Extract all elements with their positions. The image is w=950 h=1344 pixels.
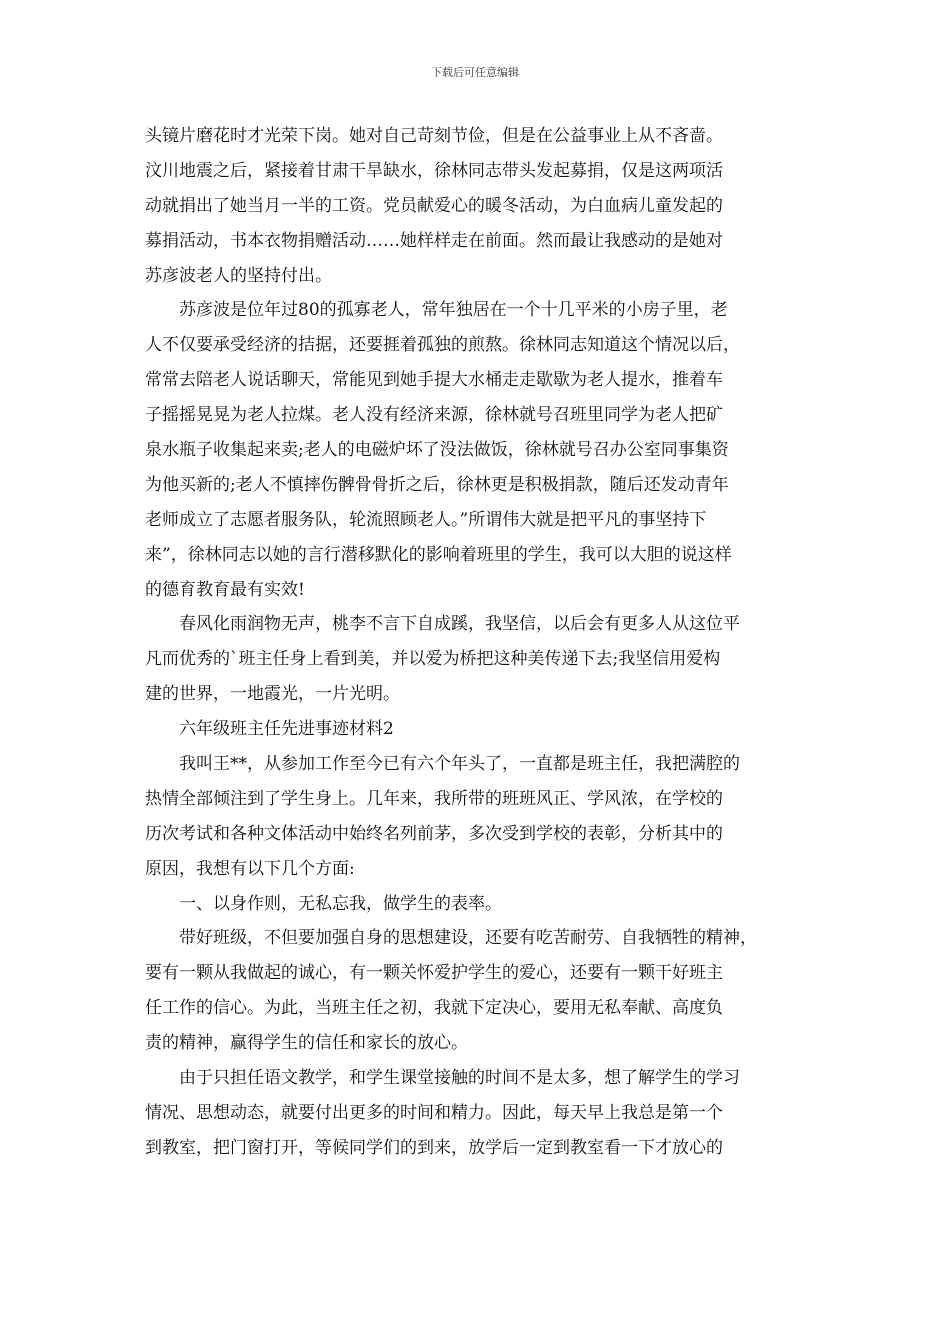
text-line: 责的精神，赢得学生的信任和家长的放心。 (145, 1033, 468, 1054)
text-line: 一、以身作则，无私忘我，做学生的表率。 (179, 893, 502, 914)
text-line: 为他买新的;老人不慎摔伤髀骨骨折之后，徐林更是积极捐款，随后还发动青年 (145, 474, 729, 495)
text-line: 泉水瓶子收集起来卖;老人的电磁炉坏了没法做饭，徐林就号召办公室同事集资 (145, 440, 729, 461)
body-text (145, 119, 807, 1166)
text-line: 头镜片磨花时才光荣下岗。她对自己苛刻节俭，但是在公益事业上从不吝啬。 (145, 126, 723, 146)
text-line: 六年级班主任先进事迹材料2 (179, 719, 394, 740)
text-line: 热情全部倾注到了学生身上。几年来，我所带的班班风正、学风浓，在学校的 (145, 788, 723, 809)
text-line: 由于只担任语文教学，和学生课堂接触的时间不是太多，想了解学生的学习 (179, 1068, 740, 1089)
text-line: 动就捐出了她当月一半的工资。党员献爱心的暖冬活动，为白血病儿童发起的 (145, 195, 723, 216)
text-line: 我叫王**，从参加工作至今已有六个年头了，一直都是班主任，我把满腔的 (179, 754, 740, 775)
text-line: 募捐活动，书本衣物捐赠活动……她样样走在前面。然而最让我感动的是她对 (145, 230, 723, 251)
text-line: 常常去陪老人说话聊天，常能见到她手提大水桶走走歇歇为老人提水，推着车 (145, 370, 723, 391)
text-line: 苏彦波老人的坚持付出。 (145, 265, 332, 286)
text-line: 老师成立了志愿者服务队，轮流照顾老人。”所谓伟大就是把平凡的事坚持下 (145, 509, 707, 530)
text-line: 到教室，把门窗打开，等候同学们的到来，放学后一定到教室看一下才放心的 (145, 1137, 723, 1158)
text-line: 原因，我想有以下几个方面: (145, 858, 355, 879)
text-line: 任工作的信心。为此，当班主任之初，我就下定决心，要用无私奉献、高度负 (145, 998, 723, 1019)
text-line: 历次考试和各种文体活动中始终名列前茅，多次受到学校的表彰，分析其中的 (145, 823, 723, 844)
text-line: 带好班级，不但要加强自身的思想建设，还要有吃苦耐劳、自我牺牲的精神， (179, 928, 757, 949)
text-line: 汶川地震之后，紧接着甘肃干旱缺水，徐林同志带头发起募捐，仅是这两项活 (145, 160, 723, 181)
text-line: 建的世界，一地霞光，一片光明。 (145, 684, 400, 705)
text-line: 来”，徐林同志以她的言行潜移默化的影响着班里的学生，我可以大胆的说这样 (145, 544, 732, 565)
text-line: 的德育教育最有实效! (145, 579, 305, 600)
text-line: 情况、思想动态，就要付出更多的时间和精力。因此，每天早上我总是第一个 (145, 1102, 723, 1123)
text-line: 子摇摇晃晃为老人拉煤。老人没有经济来源，徐林就号召班里同学为老人把矿 (145, 405, 723, 426)
text-line: 春风化雨润物无声，桃李不言下自成蹊，我坚信，以后会有更多人从这位平 (179, 614, 740, 635)
text-line: 凡而优秀的`班主任身上看到美，并以爱为桥把这种美传递下去;我坚信用爱构 (145, 649, 721, 670)
header-note: 下载后可任意编辑 (431, 66, 519, 79)
text-line: 人不仅要承受经济的拮据，还要捱着孤独的煎熬。徐林同志知道这个情况以后， (145, 335, 740, 356)
text-line: 要有一颗从我做起的诚心，有一颗关怀爱护学生的爱心，还要有一颗干好班主 (145, 963, 723, 984)
text-line: 苏彦波是位年过80的孤寡老人，常年独居在一个十几平米的小房子里，老 (179, 300, 728, 321)
